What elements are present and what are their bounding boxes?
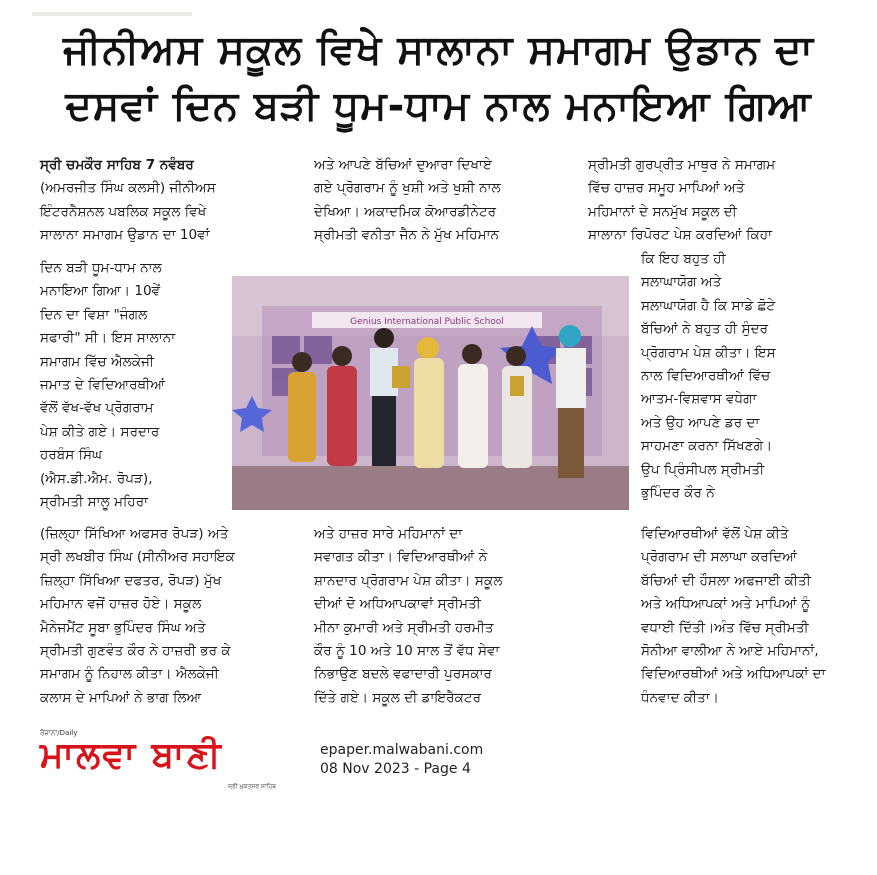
article-line: ਸ੍ਰੀਮਤੀ ਸਾਲੂ ਮਹਿਰਾ [40, 494, 149, 511]
article-line: ਉਪ ਪ੍ਰਿੰਸੀਪਲ ਸ੍ਰੀਮਤੀ [641, 461, 765, 478]
headline-line-2: ਦਸਵਾਂ ਦਿਨ ਬੜੀ ਧੂਮ-ਧਾਮ ਨਾਲ ਮਨਾਇਆ ਗਿਆ [65, 83, 812, 129]
headline-line-1: ਜੀਨੀਅਸ ਸਕੂਲ ਵਿਖੇ ਸਾਲਾਨਾ ਸਮਾਗਮ ਉਡਾਨ ਦਾ [63, 27, 814, 73]
article-line: ਸਮਾਗਮ ਨੂੰ ਨਿਹਾਲ ਕੀਤਾ। ਐਲਕੇਜੀ [40, 666, 219, 683]
article-line: ਸ੍ਰੀਮਤੀ ਗੁਰਪ੍ਰੀਤ ਮਾਥੁਰ ਨੇ ਸਮਾਗਮ [588, 157, 776, 173]
article-line: ਬੱਚਿਆਂ ਨੇ ਬਹੁਤ ਹੀ ਸੁੰਦਰ [641, 321, 769, 338]
event-photo [232, 276, 629, 510]
column-3-side [641, 248, 838, 505]
article-line: ਵੱਲੋਂ ਵੱਖ-ਵੱਖ ਪ੍ਰੋਗਰਾਮ [40, 400, 154, 417]
article-line: ਦਿਨ ਦਾ ਵਿਸ਼ਾ "ਜੰਗਲ [40, 306, 148, 323]
article-line: ਨਾਲ ਵਿਦਿਆਰਥੀਆਂ ਵਿੱਚ [641, 368, 771, 385]
top-rule [32, 12, 192, 16]
article-line: ਅਤੇ ਹਾਜ਼ਰ ਸਾਰੇ ਮਹਿਮਾਨਾਂ ਦਾ [314, 526, 463, 542]
article-line: ਬੱਚਿਆਂ ਦੀ ਹੌਸਲਾ ਅਫਜਾਈ ਕੀਤੀ [641, 572, 811, 589]
epaper-url[interactable]: epaper.malwabani.com [320, 742, 484, 758]
article-line: ਪ੍ਰੋਗਰਾਮ ਪੇਸ਼ ਕੀਤਾ। ਇਸ [641, 344, 776, 361]
column-1-top [40, 154, 292, 248]
column-3-bottom [641, 523, 838, 710]
logo-subtitle: ਸ੍ਰੀ ਮੁਕਤਸਰ ਸਾਹਿਬ [228, 783, 277, 790]
article-line: ਕਲਾਸ ਦੇ ਮਾਪਿਆਂ ਨੇ ਭਾਗ ਲਿਆ [40, 689, 202, 706]
article-line: ਦਿਨ ਬੜੀ ਧੂਮ-ਧਾਮ ਨਾਲ [40, 260, 162, 276]
article-line: ਵਿੱਚ ਹਾਜ਼ਰ ਸਮੂਹ ਮਾਪਿਆਂ ਅਤੇ [588, 180, 745, 197]
article-line: ਸਲਾਘਾਯੋਗ ਹੈ ਕਿ ਸਾਡੇ ਛੋਟੇ [641, 297, 776, 314]
article-line: ਗਏ ਪ੍ਰੋਗਰਾਮ ਨੂੰ ਖੁਸ਼ੀ ਅਤੇ ਖੁਸ਼ੀ ਨਾਲ [314, 180, 501, 197]
article-line: ਕਿ ਇਹ ਬਹੁਤ ਹੀ [641, 251, 726, 267]
column-1-bottom [40, 523, 292, 710]
article-line: (ਜ਼ਿਲ੍ਹਾ ਸਿੱਖਿਆ ਅਫਸਰ ਰੋਪੜ) ਅਤੇ [40, 526, 229, 542]
article-line: ਸ੍ਰੀਮਤੀ ਵਨੀਤਾ ਜੈਨ ਨੇ ਮੁੱਖ ਮਹਿਮਾਨ [314, 227, 500, 244]
article-line: ਸਮਾਗਮ ਵਿੱਚ ਐਲਕੇਜੀ [40, 353, 155, 370]
article-line: ਧੰਨਵਾਦ ਕੀਤਾ। [641, 689, 719, 706]
article-line: ਮੈਨੇਜਮੈਂਟ ਸੂਬਾ ਭੁਪਿੰਦਰ ਸਿੰਘ ਅਤੇ [40, 619, 206, 636]
column-1-side [40, 257, 228, 514]
article-line: ਪੇਸ਼ ਕੀਤੇ ਗਏ। ਸਰਦਾਰ [40, 423, 160, 440]
article-line: ਸਫਾਰੀ" ਸੀ। ਇਸ ਸਾਲਾਨਾ [40, 330, 176, 347]
article-line: ਮਹਿਮਾਨਾਂ ਦੇ ਸਨਮੁੱਖ ਸਕੂਲ ਦੀ [588, 203, 737, 220]
article-line: ਮਨਾਇਆ ਗਿਆ। 10ਵੇਂ [40, 283, 161, 300]
article-line: ਸਲਾਘਾਯੋਗ ਅਤੇ [641, 274, 722, 291]
article-line: ਦੇਖਿਆ। ਅਕਾਦਮਿਕ ਕੋਆਰਡੀਨੇਟਰ [314, 203, 497, 220]
article-line: ਵਿਦਿਆਰਥੀਆਂ ਅਤੇ ਅਧਿਆਪਕਾਂ ਦਾ [641, 666, 826, 683]
article-line: ਕੌਰ ਨੂੰ 10 ਅਤੇ 10 ਸਾਲ ਤੋਂ ਵੱਧ ਸੇਵਾ [314, 643, 500, 660]
article-line: ਨਿਭਾਉਣ ਬਦਲੇ ਵਫਾਦਾਰੀ ਪੁਰਸਕਾਰ [314, 666, 492, 683]
article-line: ਇੰਟਰਨੈਸ਼ਨਲ ਪਬਲਿਕ ਸਕੂਲ ਵਿਖੇ [40, 203, 207, 220]
article-line: ਹਰਬੰਸ ਸਿੰਘ [40, 447, 103, 464]
article-line: ਮੀਨਾ ਕੁਮਾਰੀ ਅਤੇ ਸ੍ਰੀਮਤੀ ਹਰਮੀਤ [314, 619, 494, 636]
column-2-top [314, 154, 576, 248]
article-line: ਅਤੇ ਆਪਣੇ ਬੱਚਿਆਂ ਦੁਆਰਾ ਦਿਖਾਏ [314, 157, 492, 173]
article-line: ਅਤੇ ਉਹ ਆਪਣੇ ਡਰ ਦਾ [641, 414, 760, 431]
date-page: 08 Nov 2023 - Page 4 [320, 761, 471, 777]
article-line: ਸੋਨੀਆ ਵਾਲੀਆ ਨੇ ਆਏ ਮਹਿਮਾਨਾਂ, [641, 643, 819, 660]
headline [30, 22, 847, 134]
article-line: ਭੁਪਿੰਦਰ ਕੌਰ ਨੇ [641, 485, 715, 502]
article-line: ਮਹਿਮਾਨ ਵਜੋਂ ਹਾਜ਼ਰ ਹੋਏ। ਸਕੂਲ [40, 596, 202, 613]
article-line: ਸਾਲਾਨਾ ਰਿਪੋਰਟ ਪੇਸ਼ ਕਰਦਿਆਂ ਕਿਹਾ [588, 227, 773, 244]
article-line: (ਅਮਰਜੀਤ ਸਿੰਘ ਕਲਸੀ) ਜੀਨੀਅਸ [40, 180, 216, 197]
article-line: ਆਤਮ-ਵਿਸ਼ਵਾਸ ਵਧੇਗਾ [641, 391, 757, 408]
malwa-bani-logo: ਮਾਲਵਾ ਬਾਣੀ [40, 735, 223, 776]
article-line: ਸ੍ਰੀ ਲਖਬੀਰ ਸਿੰਘ (ਸੀਨੀਅਰ ਸਹਾਇਕ [40, 549, 235, 566]
article-line: ਜ਼ਿਲ੍ਹਾ ਸਿੱਖਿਆ ਦਫਤਰ, ਰੋਪੜ) ਮੁੱਖ [40, 572, 222, 589]
article-line: ਸਵਾਗਤ ਕੀਤਾ। ਵਿਦਿਆਰਥੀਆਂ ਨੇ [314, 549, 488, 566]
article-line: ਸਾਲਾਨਾ ਸਮਾਗਮ ਉਡਾਨ ਦਾ 10ਵਾਂ [40, 227, 210, 244]
column-3-top [588, 154, 838, 248]
article-line: ਪ੍ਰੋਗਰਾਮ ਦੀ ਸਲਾਘਾ ਕਰਦਿਆਂ [641, 549, 798, 566]
article-line: ਸ੍ਰੀਮਤੀ ਗੁਣਵੰਤ ਕੌਰ ਨੇ ਹਾਜ਼ਰੀ ਭਰ ਕੇ [40, 643, 231, 660]
article-line: ਅਤੇ ਅਧਿਆਪਕਾਂ ਅਤੇ ਮਾਪਿਆਂ ਨੂੰ [641, 596, 811, 613]
article-line: ਦੀਆਂ ਦੋ ਅਧਿਆਪਕਾਵਾਂ ਸ੍ਰੀਮਤੀ [314, 596, 481, 613]
article-line: ਸ੍ਰੀ ਚਮਕੌਰ ਸਾਹਿਬ 7 ਨਵੰਬਰ [40, 157, 194, 173]
article-line: ਜਮਾਤ ਦੇ ਵਿਦਿਆਰਥੀਆਂ [40, 377, 166, 394]
article-line: ਸਾਹਮਣਾ ਕਰਨਾ ਸਿੱਖਣਗੇ। [641, 438, 773, 455]
epaper-info [320, 741, 483, 779]
article-line: ਸ਼ਾਨਦਾਰ ਪ੍ਰੋਗਰਾਮ ਪੇਸ਼ ਕੀਤਾ। ਸਕੂਲ [314, 572, 503, 589]
article-line: ਵਧਾਈ ਦਿੱਤੀ।ਅੰਤ ਵਿੱਚ ਸ੍ਰੀਮਤੀ [641, 619, 809, 636]
article-line: (ਐਸ.ਡੀ.ਐਮ. ਰੋਪੜ), [40, 470, 153, 487]
article-line: ਦਿੱਤੇ ਗਏ। ਸਕੂਲ ਦੀ ਡਾਇਰੈਕਟਰ [314, 689, 482, 706]
article-line: ਵਿਦਿਆਰਥੀਆਂ ਵੱਲੋਂ ਪੇਸ਼ ਕੀਤੇ [641, 526, 789, 542]
stage-banner-text: Genius International Public School [350, 317, 504, 327]
masthead-daily-label: ਰੋਜ਼ਾਨਾ/Daily [40, 729, 78, 737]
event-photo-illustration [232, 276, 629, 510]
column-2-bottom [314, 523, 576, 710]
